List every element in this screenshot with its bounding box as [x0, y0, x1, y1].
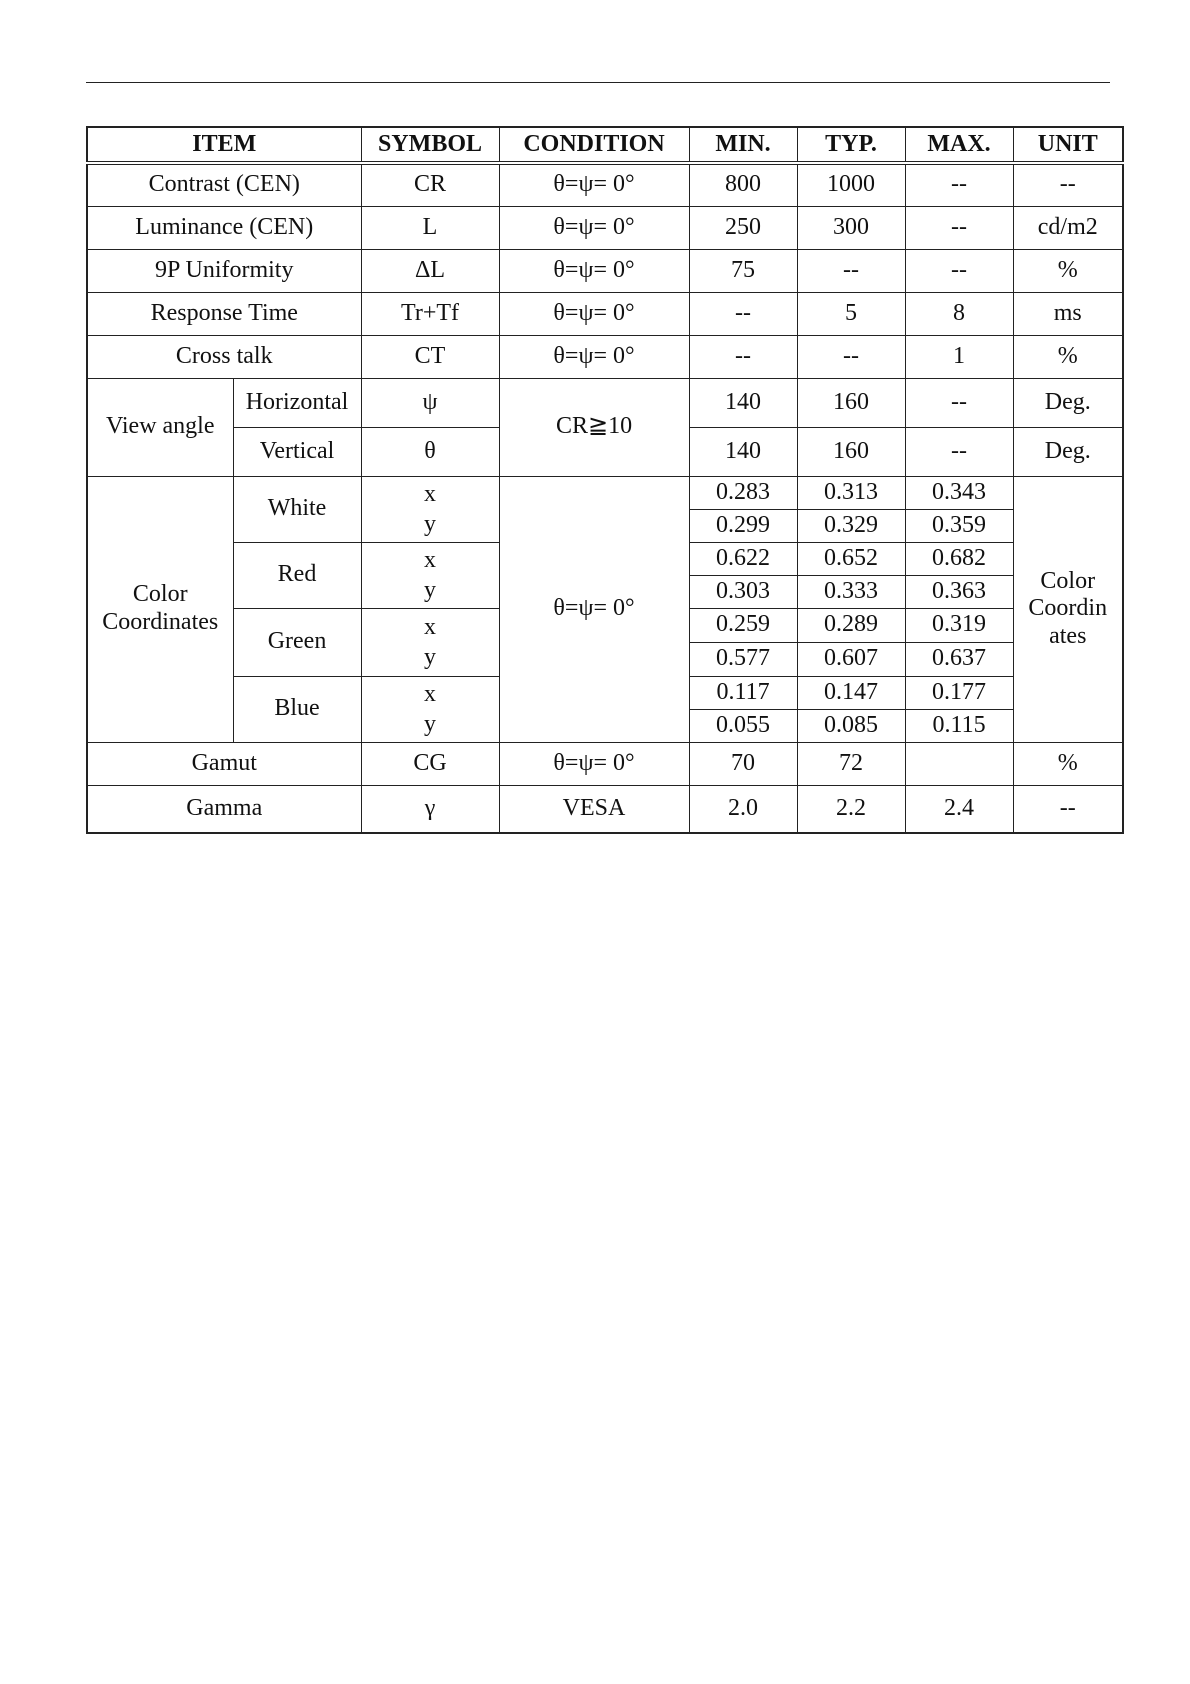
max-cell: 1 — [905, 335, 1013, 378]
typ-cell: 0.313 — [797, 476, 905, 509]
condition-cell: CR≧10 — [499, 378, 689, 476]
y-symbol: y — [424, 511, 437, 537]
min-cell: 2.0 — [689, 785, 797, 833]
typ-cell: 160 — [797, 378, 905, 427]
item-cell: Response Time — [87, 292, 361, 335]
symbol-cell — [361, 608, 499, 676]
unit-line1: Color — [1040, 567, 1096, 594]
unit-cell: Deg. — [1013, 378, 1123, 427]
table-row-gamma — [87, 785, 1123, 833]
symbol-cell: Tr+Tf — [361, 292, 499, 335]
min-cell: 140 — [689, 427, 797, 476]
unit-line2: Coordin — [1028, 595, 1108, 622]
table-row-white-x — [87, 476, 1123, 509]
max-cell: -- — [905, 206, 1013, 249]
symbol-cell: γ — [361, 785, 499, 833]
item-cell: Gamma — [87, 785, 361, 833]
x-symbol: x — [424, 481, 437, 507]
color-coordinates-label-line2: Coordinates — [102, 609, 219, 635]
min-cell: 0.117 — [689, 676, 797, 709]
item-cell: 9P Uniformity — [87, 249, 361, 292]
typ-cell: 0.329 — [797, 509, 905, 542]
header-rule — [86, 82, 1110, 83]
max-cell: 0.343 — [905, 476, 1013, 509]
item-cell: Contrast (CEN) — [87, 163, 361, 206]
item-cell: Luminance (CEN) — [87, 206, 361, 249]
color-name-cell: Blue — [233, 676, 361, 742]
max-cell: -- — [905, 163, 1013, 206]
condition-cell: θ=ψ= 0° — [499, 335, 689, 378]
min-cell: 0.303 — [689, 575, 797, 608]
unit-cell: Deg. — [1013, 427, 1123, 476]
symbol-cell — [361, 676, 499, 742]
table-row — [87, 206, 1123, 249]
optical-spec-table — [86, 126, 1124, 834]
view-angle-label: View angle — [87, 378, 233, 476]
header-typ: TYP. — [797, 127, 905, 163]
typ-cell: 0.607 — [797, 642, 905, 676]
typ-cell: 1000 — [797, 163, 905, 206]
y-symbol: y — [424, 711, 437, 737]
symbol-cell: ΔL — [361, 249, 499, 292]
condition-cell: VESA — [499, 785, 689, 833]
y-symbol: y — [424, 644, 437, 670]
unit-cell: ms — [1013, 292, 1123, 335]
item-cell: Gamut — [87, 742, 361, 785]
max-cell: 0.682 — [905, 542, 1013, 575]
max-cell: -- — [905, 427, 1013, 476]
color-name-cell: Red — [233, 542, 361, 608]
color-coordinates-label — [87, 476, 233, 742]
table-row — [87, 163, 1123, 206]
max-cell — [905, 742, 1013, 785]
sub-item-cell: Vertical — [233, 427, 361, 476]
min-cell: 70 — [689, 742, 797, 785]
max-cell: 0.359 — [905, 509, 1013, 542]
min-cell: -- — [689, 292, 797, 335]
header-condition: CONDITION — [499, 127, 689, 163]
condition-cell: θ=ψ= 0° — [499, 163, 689, 206]
symbol-cell: CR — [361, 163, 499, 206]
header-symbol: SYMBOL — [361, 127, 499, 163]
max-cell: 0.637 — [905, 642, 1013, 676]
min-cell: 0.283 — [689, 476, 797, 509]
x-symbol: x — [424, 547, 437, 573]
x-symbol: x — [424, 614, 437, 640]
condition-cell: θ=ψ= 0° — [499, 249, 689, 292]
typ-cell: -- — [797, 335, 905, 378]
max-cell: 0.363 — [905, 575, 1013, 608]
item-cell: Cross talk — [87, 335, 361, 378]
typ-cell: 0.085 — [797, 709, 905, 742]
symbol-cell: CG — [361, 742, 499, 785]
header-item: ITEM — [87, 127, 361, 163]
max-cell: -- — [905, 378, 1013, 427]
min-cell: 250 — [689, 206, 797, 249]
color-name-cell: Green — [233, 608, 361, 676]
max-cell: 0.177 — [905, 676, 1013, 709]
table-row — [87, 292, 1123, 335]
symbol-cell — [361, 476, 499, 542]
typ-cell: 0.333 — [797, 575, 905, 608]
color-coordinates-label-line1: Color — [132, 581, 188, 608]
min-cell: -- — [689, 335, 797, 378]
condition-cell: θ=ψ= 0° — [499, 742, 689, 785]
min-cell: 0.259 — [689, 608, 797, 642]
condition-cell: θ=ψ= 0° — [499, 292, 689, 335]
unit-cell: % — [1013, 335, 1123, 378]
typ-cell: 72 — [797, 742, 905, 785]
condition-cell: θ=ψ= 0° — [499, 476, 689, 742]
color-coordinates-unit — [1013, 476, 1123, 742]
min-cell: 800 — [689, 163, 797, 206]
unit-line3: ates — [1049, 622, 1087, 649]
y-symbol: y — [424, 577, 437, 603]
header-max: MAX. — [905, 127, 1013, 163]
min-cell: 0.299 — [689, 509, 797, 542]
unit-cell: -- — [1013, 163, 1123, 206]
max-cell: 2.4 — [905, 785, 1013, 833]
max-cell: 0.319 — [905, 608, 1013, 642]
typ-cell: 300 — [797, 206, 905, 249]
header-row — [87, 127, 1123, 163]
header-min: MIN. — [689, 127, 797, 163]
unit-cell: % — [1013, 742, 1123, 785]
typ-cell: 160 — [797, 427, 905, 476]
color-name-cell: White — [233, 476, 361, 542]
min-cell: 140 — [689, 378, 797, 427]
symbol-cell — [361, 542, 499, 608]
table-row-view-angle-horizontal — [87, 378, 1123, 427]
typ-cell: 0.289 — [797, 608, 905, 642]
max-cell: 0.115 — [905, 709, 1013, 742]
unit-cell: % — [1013, 249, 1123, 292]
unit-cell: -- — [1013, 785, 1123, 833]
typ-cell: -- — [797, 249, 905, 292]
min-cell: 0.622 — [689, 542, 797, 575]
table-row — [87, 249, 1123, 292]
sub-item-cell: Horizontal — [233, 378, 361, 427]
min-cell: 0.577 — [689, 642, 797, 676]
min-cell: 0.055 — [689, 709, 797, 742]
header-unit: UNIT — [1013, 127, 1123, 163]
symbol-cell: ψ — [361, 378, 499, 427]
symbol-cell: L — [361, 206, 499, 249]
table-row-gamut — [87, 742, 1123, 785]
max-cell: -- — [905, 249, 1013, 292]
max-cell: 8 — [905, 292, 1013, 335]
table-row — [87, 335, 1123, 378]
typ-cell: 0.652 — [797, 542, 905, 575]
typ-cell: 5 — [797, 292, 905, 335]
min-cell: 75 — [689, 249, 797, 292]
x-symbol: x — [424, 681, 437, 707]
typ-cell: 0.147 — [797, 676, 905, 709]
typ-cell: 2.2 — [797, 785, 905, 833]
symbol-cell: CT — [361, 335, 499, 378]
condition-cell: θ=ψ= 0° — [499, 206, 689, 249]
symbol-cell: θ — [361, 427, 499, 476]
unit-cell: cd/m2 — [1013, 206, 1123, 249]
